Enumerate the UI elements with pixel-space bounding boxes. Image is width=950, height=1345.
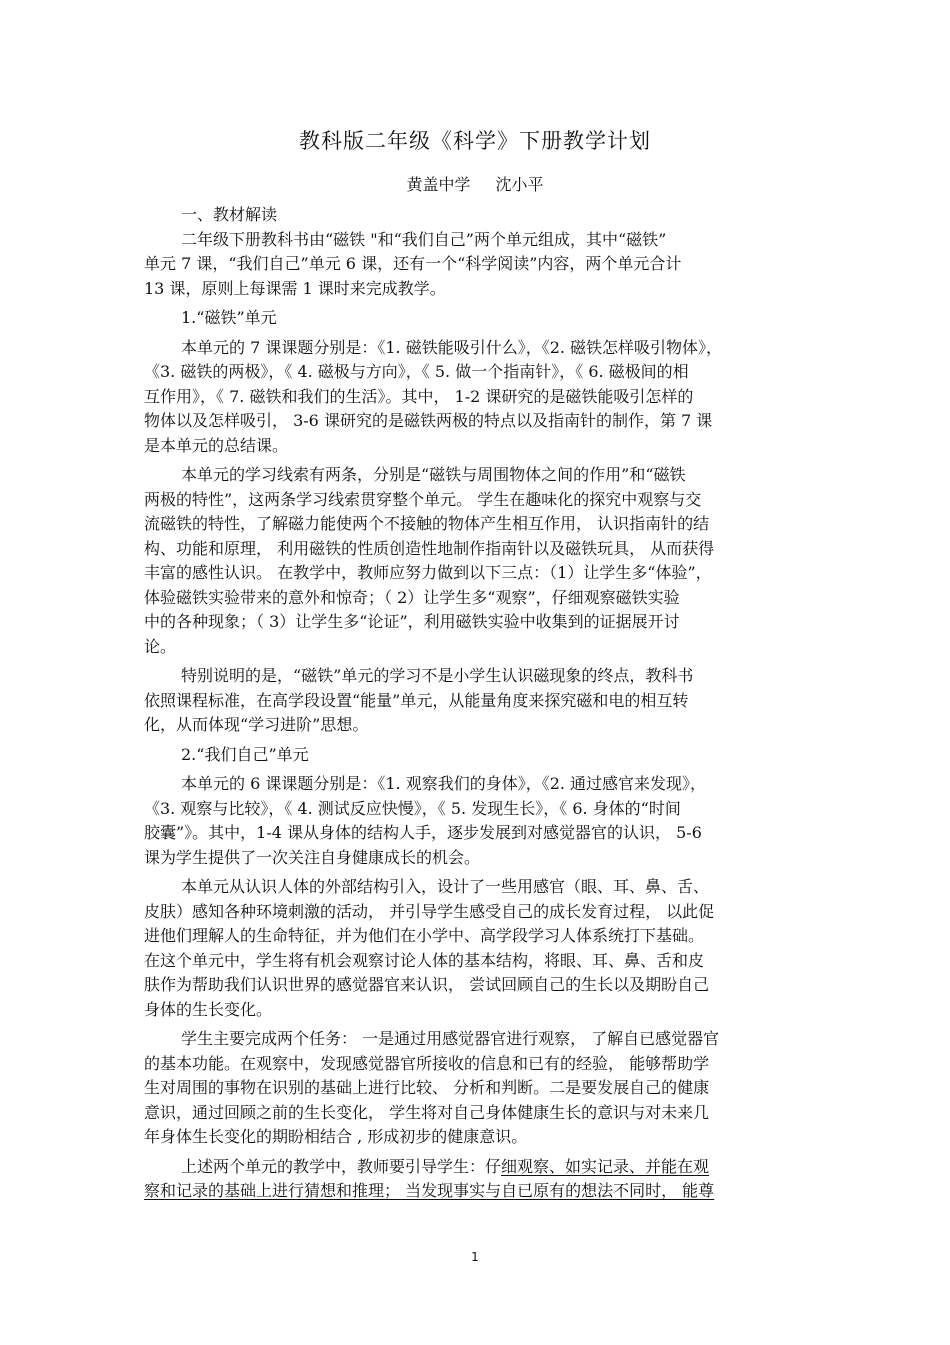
school-name: 黄盖中学 — [406, 175, 471, 194]
text-line: 互作用》，《 7. 磁铁和我们的生活》。其中， 1-2 课研究的是磁铁能吸引怎样的 — [144, 386, 694, 406]
text-line: 的基本功能。在观察中，发现感觉器官所接收的信息和已有的经验， 能够帮助学 — [144, 1053, 710, 1073]
text-line: 胶囊”》。其中，1-4 课从身体的结构人手，逐步发展到对感觉器官的认识， 5-6 — [144, 823, 702, 842]
document-body — [144, 203, 808, 1204]
text-line: 化，从而体现“学习进阶”思想。 — [144, 715, 369, 734]
text-line: 生对周围的事物在识别的基础上进行比较、 分析和判断。二是要发展自己的健康 — [144, 1078, 710, 1097]
text-line: 是本单元的总结课。 — [144, 435, 289, 455]
text-line: 身体的生长变化。 — [144, 999, 273, 1019]
text-line: 意识，通过回顾之前的生长变化， 学生将对自己身体健康生长的意识与对未来几 — [144, 1102, 710, 1122]
text-line: 两极的特性”，这两条学习线索贯穿整个单元。 学生在趣味化的探究中观察与交 — [144, 489, 702, 509]
text-line: 本单元的 7 课课题分别是：《1. 磁铁能吸引什么》，《2. 磁铁怎样吸引物体》， — [181, 337, 723, 357]
text-line: 丰富的感性认识。 在教学中，教师应努力做到以下三点：（1）让学生多“体验”， — [144, 563, 712, 582]
page-number: 1 — [471, 1250, 479, 1264]
text-lines — [144, 203, 808, 1150]
text-line: 二年级下册教科书由“磁铁 "和“我们自己”两个单元组成，其中“磁铁” — [181, 229, 667, 249]
text-line: 中的各种现象；（ 3）让学生多“论证”，利用磁铁实验中收集到的证据展开讨 — [144, 612, 680, 631]
text-line: 论。 — [144, 636, 177, 656]
text-line: 物体以及怎样吸引， 3-6 课研究的是磁铁两极的特点以及指南针的制作，第 7 课 — [144, 411, 713, 430]
text-line: 《3. 观察与比较》，《 4. 测试反应快慢》，《 5. 发现生长》，《 6. 身体的“时间 — [144, 798, 681, 818]
text-segment: 上述两个单元的教学中，教师要引导学生：仔 — [181, 1156, 502, 1176]
author-line — [0, 174, 950, 196]
text-line: 年身体生长变化的期盼相结合 , 形成初步的健康意识。 — [144, 1127, 528, 1146]
text-line: 本单元的 6 课课题分别是：《1. 观察我们的身体》，《2. 通过感官来发现》， — [181, 774, 707, 793]
text-line: 《3. 磁铁的两极》，《 4. 磁极与方向》，《 5. 做一个指南针》，《 6. 磁极间的相 — [144, 362, 689, 381]
text-line: 体验磁铁实验带来的意外和惊奇；（ 2）让学生多“观察”，仔细观察磁铁实验 — [144, 587, 680, 607]
text-line: 构、功能和原理， 利用磁铁的性质创造性地制作指南针以及磁铁玩具， 从而获得 — [144, 538, 715, 558]
text-line: 课为学生提供了一次关注自身健康成长的机会。 — [144, 847, 481, 867]
text-line: 流磁铁的特性，了解磁力能使两个不接触的物体产生相互作用， 认识指南针的结 — [144, 514, 710, 533]
underlined-line: 察和记录的基础上进行猜想和推理； 当发现事实与自已原有的想法不同时， 能尊 — [144, 1181, 715, 1200]
author-name: 沈小平 — [495, 175, 544, 194]
text-line: 本单元的学习线索有两条，分别是“磁铁与周围物体之间的作用”和“磁铁 — [181, 465, 686, 484]
text-line: 依照课程标准，在高学段设置“能量”单元，从能量角度来探究磁和电的相互转 — [144, 690, 689, 710]
text-line: 学生主要完成两个任务： 一是通过用感觉器官进行观察， 了解自已感觉器官 — [181, 1029, 720, 1048]
document-title: 教科版二年级《科学》下册教学计划 — [299, 129, 651, 153]
text-line — [144, 1155, 808, 1180]
text-line: 单元 7 课，“我们自己”单元 6 课，还有一个“科学阅读”内容，两个单元合计 — [144, 254, 682, 273]
text-line: 2.“我们自己”单元 — [181, 744, 309, 764]
text-line: 本单元从认识人体的外部结构引入，设计了一些用感官（眼、耳、鼻、舌、 — [181, 877, 710, 896]
text-line: 1.“磁铁”单元 — [181, 308, 277, 327]
text-line: 特别说明的是，“磁铁”单元的学习不是小学生认识磁现象的终点，教科书 — [181, 666, 694, 685]
text-line: 肤作为帮助我们认识世界的感觉器官来认识， 尝试回顾自己的生长以及期盼自己 — [144, 975, 710, 994]
text-line: 皮肤）感知各种环境刺激的活动， 并引导学生感受自己的成长发育过程， 以此促 — [144, 901, 715, 921]
text-line: 13 课，原则上每课需 1 课时来完成教学。 — [144, 278, 446, 298]
text-line: 一、教材解读 — [181, 205, 278, 224]
text-line: 在这个单元中，学生将有机会观察讨论人体的基本结构，将眼、耳、鼻、舌和皮 — [144, 950, 705, 970]
text-line: 进他们理解人的生命特征，并为他们在小学中、高学段学习人体系统打下基础。 — [144, 926, 705, 945]
underlined-text: 细观察、如实记录、并能在观 — [501, 1156, 710, 1176]
